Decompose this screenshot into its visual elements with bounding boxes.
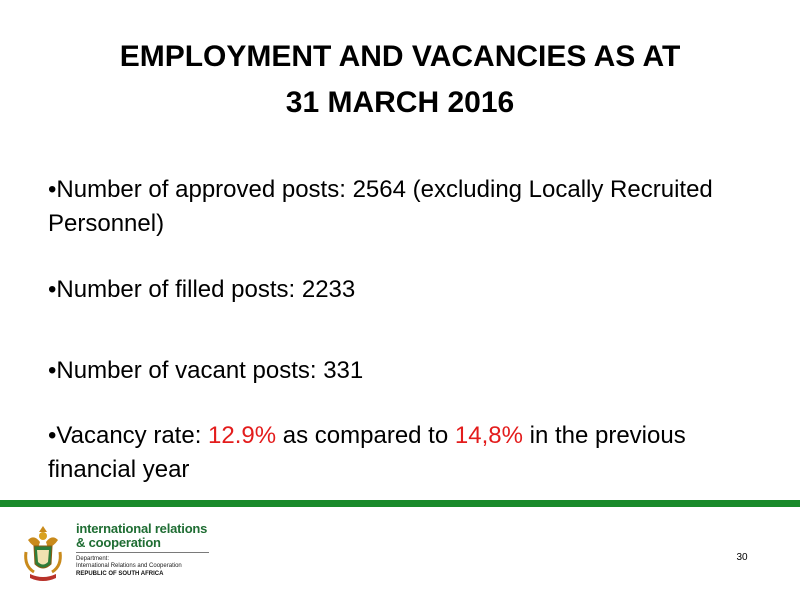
brand-line-2: & cooperation: [76, 535, 161, 550]
dirco-logo: [76, 522, 216, 578]
page-number: 30: [736, 552, 748, 563]
bullet-approved-posts: [48, 173, 748, 241]
dept-label: Department:: [76, 556, 110, 562]
vacancy-rate-previous: 14,8%: [454, 422, 523, 449]
country-name: REPUBLIC OF SOUTH AFRICA: [76, 570, 164, 577]
slide-title: [0, 34, 800, 126]
vacancy-rate-prefix: Vacancy rate:: [56, 422, 209, 449]
slide-title-line-2: 31 MARCH 2016: [285, 86, 515, 119]
slide-title-line-1: EMPLOYMENT AND VACANCIES AS AT: [119, 40, 681, 73]
vacancy-rate-current: 12.9%: [208, 422, 277, 449]
bullet-marker: •: [48, 176, 57, 203]
bullet-vacant-text: Number of vacant posts: 331: [56, 357, 364, 384]
bullet-marker: •: [48, 357, 57, 384]
bullet-filled-posts: [48, 273, 748, 307]
vacancy-rate-middle: as compared to: [276, 422, 455, 449]
bullet-marker: •: [48, 276, 57, 303]
bullet-approved-text: Number of approved posts: 2564 (excluding Locally Recruited Personnel): [48, 176, 713, 237]
coat-of-arms-icon: [20, 522, 66, 586]
dept-name: International Relations and Cooperation: [76, 563, 182, 570]
bullet-vacancy-rate: [48, 419, 748, 487]
brand-line-1: international relations: [76, 521, 208, 536]
bullet-filled-text: Number of filled posts: 2233: [56, 276, 356, 303]
bullet-vacant-posts: [48, 354, 748, 388]
bullet-marker: •: [48, 422, 57, 449]
vacancy-rate-suffix: in the previous financial year: [48, 422, 686, 483]
footer-green-rule: [0, 500, 800, 507]
logo-divider: [76, 552, 209, 553]
